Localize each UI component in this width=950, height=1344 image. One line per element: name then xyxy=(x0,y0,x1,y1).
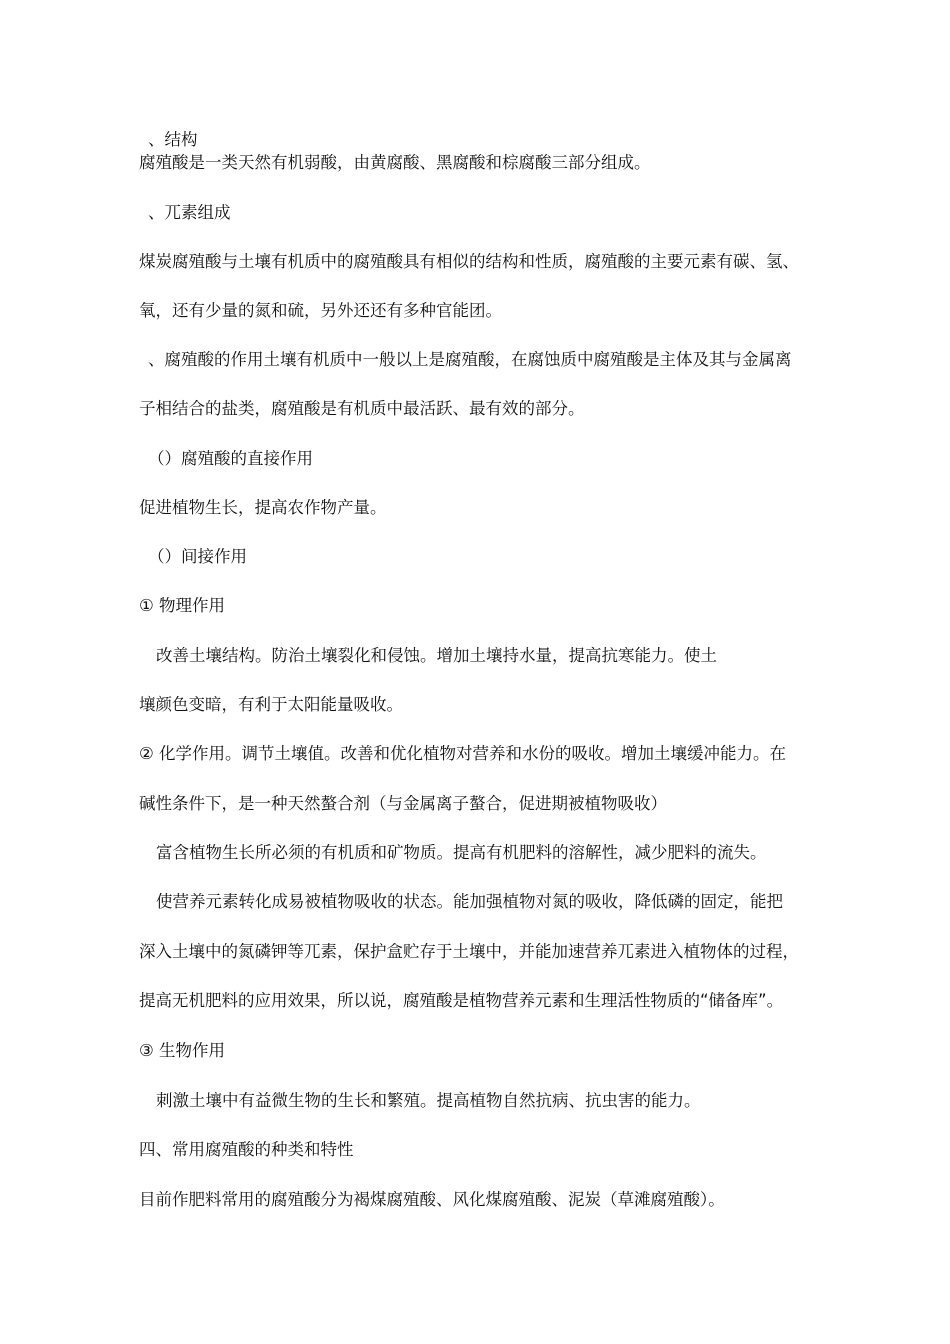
section-heading-types: 四、常用腐殖酸的种类和特性 xyxy=(139,1140,354,1159)
paragraph: 促进植物生长，提高农作物产量。 xyxy=(139,498,387,517)
paragraph: 腐殖酸是一类天然有机弱酸，由黄腐酸、黑腐酸和棕腐酸三部分组成。 xyxy=(139,153,651,172)
paragraph: 深入土壤中的氮磷钾等兀素，保护盒贮存于土壤中，并能加速营养兀素进入植物体的过程， xyxy=(139,942,799,961)
paragraph: 提高无机肥料的应用效果，所以说，腐殖酸是植物营养元素和生理活性物质的“储备库”。 xyxy=(139,991,784,1010)
subheading-indirect: （）间接作用 xyxy=(148,547,247,566)
paragraph: 目前作肥料常用的腐殖酸分为褐煤腐殖酸、风化煤腐殖酸、泥炭（草滩腐殖酸）。 xyxy=(139,1190,725,1209)
paragraph: 富含植物生长所必须的有机质和矿物质。提高有机肥料的溶解性，减少肥料的流失。 xyxy=(156,843,767,862)
list-item-physical: ① 物理作用 xyxy=(139,596,226,615)
list-item-biological: ③ 生物作用 xyxy=(139,1041,226,1060)
paragraph: 氧，还有少量的氮和硫，另外还还有多种官能团。 xyxy=(139,301,502,320)
paragraph: 碱性条件下，是一种天然螯合剂（与金属离子螯合，促进期被植物吸收） xyxy=(139,794,667,813)
paragraph: 刺激土壤中有益微生物的生长和繁殖。提高植物自然抗病、抗虫害的能力。 xyxy=(156,1091,701,1110)
paragraph: 子相结合的盐类，腐殖酸是有机质中最活跃、最有效的部分。 xyxy=(139,399,585,418)
paragraph: 改善土壤结构。防治土壤裂化和侵蚀。增加土壤持水量，提高抗寒能力。使土 xyxy=(156,646,717,665)
paragraph: 煤炭腐殖酸与土壤有机质中的腐殖酸具有相似的结构和性质，腐殖酸的主要元素有碳、氢、 xyxy=(139,252,799,271)
section-heading-elements: 、兀素组成 xyxy=(148,203,231,222)
list-item-chemical: ② 化学作用。调节土壤值。改善和优化植物对营养和水份的吸收。增加土壤缓冲能力。在 xyxy=(139,744,787,763)
section-heading-structure: 、结构 xyxy=(148,130,198,149)
subheading-direct: （）腐殖酸的直接作用 xyxy=(148,449,313,468)
paragraph: 壤颜色变暗，有利于太阳能量吸收。 xyxy=(139,695,403,714)
paragraph: 使营养元素转化成易被植物吸收的状态。能加强植物对氮的吸收，降低磷的固定，能把 xyxy=(156,892,783,911)
section-heading-function: 、腐殖酸的作用土壤有机质中一般以上是腐殖酸，在腐蚀质中腐殖酸是主体及其与金属离 xyxy=(148,350,792,369)
